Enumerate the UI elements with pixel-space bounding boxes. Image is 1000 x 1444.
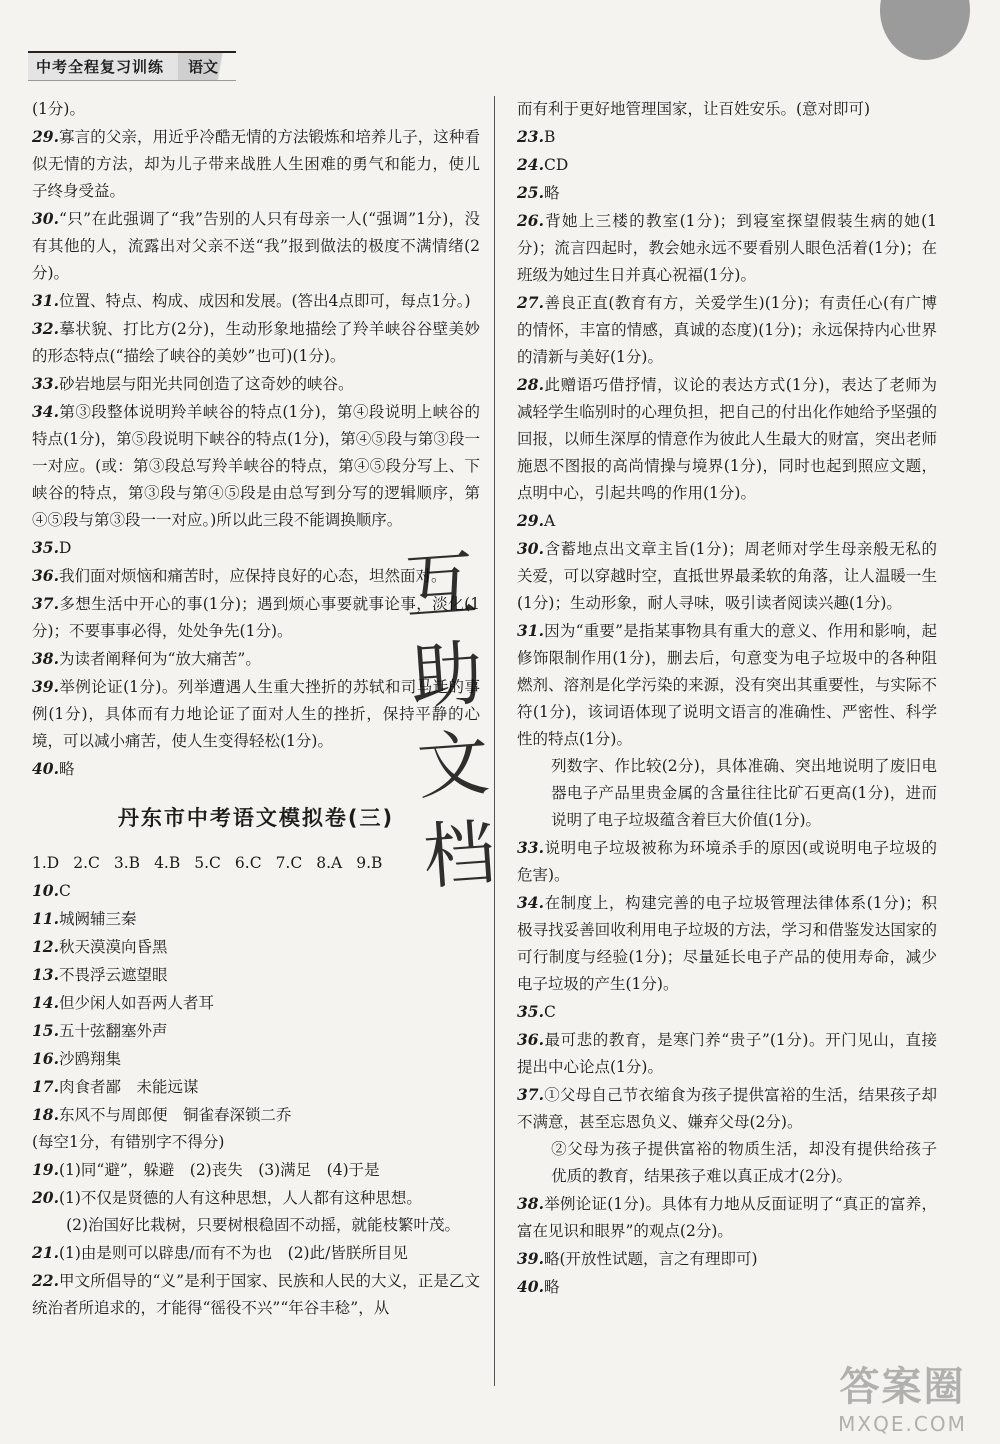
question-number: 18. — [32, 1105, 59, 1124]
answer-text: (每空1分，有错别字不得分) — [32, 1133, 225, 1151]
answer-item — [517, 289, 937, 371]
answer-text: 含蓄地点出文章主旨(1分)；周老师对学生母亲般无私的关爱，可以穿越时空，直抵世界最柔软的角落，让人温暖一生(1分)；生动形象，耐人寻味，吸引读者阅读兴趣(1分)。 — [517, 540, 937, 612]
question-number: 29. — [32, 127, 59, 146]
answer-item — [517, 507, 937, 535]
answer-text: 肉食者鄙 未能远谋 — [58, 1078, 199, 1096]
answer-item — [32, 1045, 480, 1073]
answer-item — [517, 753, 937, 834]
mcq-answer: 3.B — [113, 854, 141, 872]
answer-item — [517, 96, 937, 123]
answer-text: 多想生活中开心的事(1分)；遇到烦心事要就事论事，淡化(1分)；不要事事必得，处处争先(1分)。 — [32, 595, 480, 640]
mcq-answer: 7.C — [275, 854, 303, 872]
answer-text: CD — [543, 156, 569, 174]
page-header — [28, 52, 288, 80]
answer-item — [32, 1267, 480, 1322]
answer-item — [32, 1073, 480, 1101]
handwritten-character: 助 — [408, 630, 486, 720]
answer-item — [517, 834, 937, 889]
answer-item — [32, 1129, 480, 1156]
answer-item — [32, 315, 480, 370]
answer-text: 第③段整体说明羚羊峡谷的特点(1分)，第④段说明上峡谷的特点(1分)，第⑤段说明下峡谷的特点(1分)，第④⑤段与第③段一一对应。(或：第③段总写羚羊峡谷的特点，第④⑤段分写上、下峡谷的特点，第③段与第④⑤段是由总写到分写的逻辑顺序，第④⑤段与第③段一一对应。)所以此三段不能调换顺序。 — [32, 403, 480, 529]
answer-item — [517, 617, 937, 753]
right-column — [517, 96, 937, 1301]
question-number: 38. — [517, 1194, 544, 1213]
question-number: 22. — [32, 1271, 59, 1290]
answer-item — [517, 998, 937, 1026]
answer-text: 而有利于更好地管理国家，让百姓安乐。(意对即可) — [517, 100, 871, 118]
book-title: 中考全程复习训练 — [28, 51, 178, 81]
handwritten-character: 文 — [414, 720, 492, 810]
answer-item — [517, 1245, 937, 1273]
answer-item — [32, 1239, 480, 1267]
section-title: 丹东市中考语文模拟卷(三) — [117, 806, 395, 830]
answer-item — [32, 287, 480, 315]
answer-text: 略 — [58, 760, 75, 778]
question-number: 20. — [32, 1188, 59, 1207]
answer-text: C — [543, 1003, 556, 1021]
question-number: 27. — [517, 293, 544, 312]
answer-text: 因为“重要”是指某事物具有重大的意义、作用和影响，起修饰限制作用(1分)，删去后，句意变为电子垃圾中的各种阻燃剂、溶剂是化学污染的来源，没有突出其重要性，与实际不符(1分)，该词语体现了说明文语言的准确性、严密性、科学性的特点(1分)。 — [517, 622, 937, 748]
question-number: 40. — [517, 1277, 544, 1296]
question-number: 34. — [32, 402, 59, 421]
answer-item — [32, 398, 480, 534]
answer-item — [32, 205, 480, 287]
answer-text: 此赠语巧借抒情，议论的表达方式(1分)，表达了老师为减轻学生临别时的心理负担，把自己的付出化作她给予坚强的回报，以师生深厚的情意作为彼此人生最大的财富，突出老师施恩不图报的高尚情操与境界(1分)，同时也起到照应文题，点明中心，引起共鸣的作用(1分)。 — [517, 376, 937, 502]
question-number: 26. — [517, 211, 544, 230]
answer-text: 不畏浮云遮望眼 — [58, 966, 168, 984]
answer-text: B — [543, 128, 556, 146]
question-number: 21. — [32, 1243, 59, 1262]
answer-text: 善良正直(教育有方，关爱学生)(1分)；有责任心(有广博的情怀，丰富的情感，真诚的态度)(1分)；永远保持内心世界的清新与美好(1分)。 — [517, 294, 937, 366]
site-watermark — [810, 1350, 995, 1440]
answer-item — [32, 933, 480, 961]
mcq-answer: 2.C — [73, 854, 100, 872]
question-number: 31. — [517, 621, 544, 640]
question-number: 39. — [32, 677, 59, 696]
answer-text: 摹状貌、打比方(2分)，生动形象地描绘了羚羊峡谷谷壁美妙的形态特点(“描绘了峡谷的美妙”也可)(1分)。 — [32, 320, 480, 365]
answer-text: “只”在此强调了“我”告别的人只有母亲一人(“强调”1分)，没有其他的人，流露出对父亲不送“我”报到做法的极度不满情绪(2分)。 — [32, 210, 480, 282]
answer-text: 略(开放性试题，言之有理即可) — [543, 1250, 758, 1268]
answer-text: 但少闲人如吾两人者耳 — [58, 994, 214, 1012]
question-number: 12. — [32, 937, 59, 956]
answer-item — [517, 179, 937, 207]
question-number: 23. — [517, 127, 544, 146]
question-number: 35. — [32, 538, 59, 557]
answer-text: (1)由是则可以辟患/而有不为也 (2)此/皆朕所目见 — [58, 1244, 408, 1262]
question-number: 17. — [32, 1077, 59, 1096]
question-number: 11. — [32, 909, 59, 928]
answer-text: (1)同“避”，躲避 (2)丧失 (3)满足 (4)于是 — [58, 1161, 380, 1179]
answer-text: (2)治国好比栽树，只要树根稳固不动摇，就能枝繁叶茂。 — [66, 1216, 461, 1234]
question-number: 29. — [517, 511, 544, 530]
answer-text: 砂岩地层与阳光共同创造了这奇妙的峡谷。 — [58, 375, 354, 393]
answer-item — [32, 989, 480, 1017]
mcq-answer: 6.C — [234, 854, 262, 872]
answer-item — [517, 1273, 937, 1301]
answer-text: 举例论证(1分)。具体有力地从反面证明了“真正的富养，富在见识和眼界”的观点(2分)。 — [517, 1195, 937, 1240]
answer-item — [32, 905, 480, 933]
answer-text: C — [58, 882, 71, 900]
question-number: 37. — [517, 1085, 544, 1104]
answer-text: 说明电子垃圾被称为环境杀手的原因(或说明电子垃圾的危害)。 — [517, 839, 937, 884]
mcq-answer: 5.C — [194, 854, 221, 872]
answer-text: 城阙辅三秦 — [58, 910, 137, 928]
question-number: 36. — [517, 1030, 544, 1049]
question-number: 39. — [517, 1249, 544, 1268]
answer-text: ①父母自己节衣缩食为孩子提供富裕的生活，结果孩子却不满意，甚至忘恩负义、嫌弃父母(2分)。 — [517, 1086, 937, 1131]
question-number: 24. — [517, 155, 544, 174]
question-number: 28. — [517, 375, 544, 394]
handwritten-character: 档 — [420, 810, 499, 900]
answer-text: 举例论证(1分)。列举遭遇人生重大挫折的苏轼和司马迁的事例(1分)，具体而有力地论证了面对人生的挫折，保持平静的心境，可以减小痛苦，使人生变得轻松(1分)。 — [32, 678, 480, 750]
question-number: 37. — [32, 594, 59, 613]
question-number: 35. — [517, 1002, 544, 1021]
question-number: 34. — [517, 893, 544, 912]
answer-item — [32, 1212, 480, 1239]
question-number: 38. — [32, 649, 59, 668]
question-number: 30. — [517, 539, 544, 558]
answer-text: 我们面对烦恼和痛苦时，应保持良好的心态，坦然面对。 — [58, 567, 447, 585]
answer-text: 寡言的父亲，用近乎冷酷无情的方法锻炼和培养儿子，这种看似无情的方法，却为儿子带来战胜人生困难的勇气和能力，使儿子终身受益。 — [32, 128, 480, 200]
mcq-answer: 9.B — [356, 854, 383, 872]
question-number: 33. — [517, 838, 544, 857]
answer-text: 略 — [543, 184, 560, 202]
mcq-answer: 1.D — [32, 854, 60, 872]
answer-text: 最可悲的教育，是寒门养“贵子”(1分)。开门见山，直接提出中心论点(1分)。 — [517, 1031, 937, 1076]
answer-item — [517, 1026, 937, 1081]
corner-decoration — [880, 0, 970, 60]
answer-item — [517, 535, 937, 617]
answer-item — [517, 371, 937, 507]
answer-item — [517, 1136, 937, 1190]
answer-text: (1)不仅是贤德的人有这种思想，人人都有这种思想。 — [58, 1189, 422, 1207]
answer-text: 为读者阐释何为“放大痛苦”。 — [58, 650, 261, 668]
answer-item — [517, 123, 937, 151]
question-number: 31. — [32, 291, 59, 310]
question-number: 32. — [32, 319, 59, 338]
answer-item — [32, 96, 480, 123]
answer-item — [517, 889, 937, 998]
question-number: 13. — [32, 965, 59, 984]
answer-item — [32, 1184, 480, 1212]
answer-item — [517, 207, 937, 289]
answer-text: ②父母为孩子提供富裕的物质生活，却没有提供给孩子优质的教育，结果孩子难以真正成才(2分)。 — [551, 1140, 937, 1185]
answer-text: D — [58, 539, 72, 557]
question-number: 40. — [32, 759, 59, 778]
mcq-answer: 8.A — [316, 854, 343, 872]
answer-text: 位置、特点、构成、成因和发展。(答出4点即可，每点1分。) — [58, 292, 471, 310]
question-number: 25. — [517, 183, 544, 202]
question-number: 10. — [32, 881, 59, 900]
watermark-logo: 答案圈 — [839, 1363, 966, 1410]
answer-item — [517, 1081, 937, 1136]
watermark-url: MXQE.COM — [838, 1411, 967, 1436]
answer-item — [32, 1017, 480, 1045]
answer-text: 秋天漠漠向昏黑 — [58, 938, 168, 956]
answer-item — [517, 151, 937, 179]
question-number: 30. — [32, 209, 59, 228]
answer-item — [32, 961, 480, 989]
answer-text: 甲文所倡导的“义”是利于国家、民族和人民的大义，正是乙文统治者所追求的，才能得“徭役不兴”“年谷丰稔”，从 — [32, 1272, 480, 1317]
answer-text: 东风不与周郎便 铜雀春深锁二乔 — [58, 1106, 292, 1124]
answer-text: A — [543, 512, 556, 530]
mcq-answer: 4.B — [154, 854, 181, 872]
answer-item — [517, 1190, 937, 1245]
right-answers — [517, 96, 937, 1301]
answer-item — [32, 1101, 480, 1129]
left-answers — [32, 877, 480, 1322]
subject-tag: 语文 — [178, 51, 236, 81]
answer-text: 背她上三楼的教室(1分)；到寝室探望假装生病的她(1分)；流言四起时，教会她永远不要看别人眼色活着(1分)；在班级为她过生日并真心祝福(1分)。 — [517, 212, 937, 284]
question-number: 36. — [32, 566, 59, 585]
answer-item — [32, 123, 480, 205]
answer-text: 列数字、作比较(2分)，具体准确、突出地说明了废旧电器电子产品里贵金属的含量往往比矿石更高(1分)，进而说明了电子垃圾蕴含着巨大价值(1分)。 — [551, 757, 937, 829]
answer-text: 五十弦翻塞外声 — [58, 1022, 168, 1040]
answer-text: 在制度上，构建完善的电子垃圾管理法律体系(1分)；积极寻找妥善回收利用电子垃圾的方法，学习和借鉴发达国家的可行制度与经验(1分)；尽量延长电子产品的使用寿命，减少电子垃圾的产生(1分)。 — [517, 894, 937, 993]
question-number: 14. — [32, 993, 59, 1012]
question-number: 33. — [32, 374, 59, 393]
answer-item — [32, 1156, 480, 1184]
answer-text: 沙鸥翔集 — [58, 1050, 121, 1068]
question-number: 19. — [32, 1160, 59, 1179]
question-number: 15. — [32, 1021, 59, 1040]
handwritten-character: 互 — [401, 540, 480, 630]
answer-text: (1分)。 — [32, 100, 85, 118]
question-number: 16. — [32, 1049, 59, 1068]
answer-item — [32, 370, 480, 398]
answer-text: 略 — [543, 1278, 560, 1296]
